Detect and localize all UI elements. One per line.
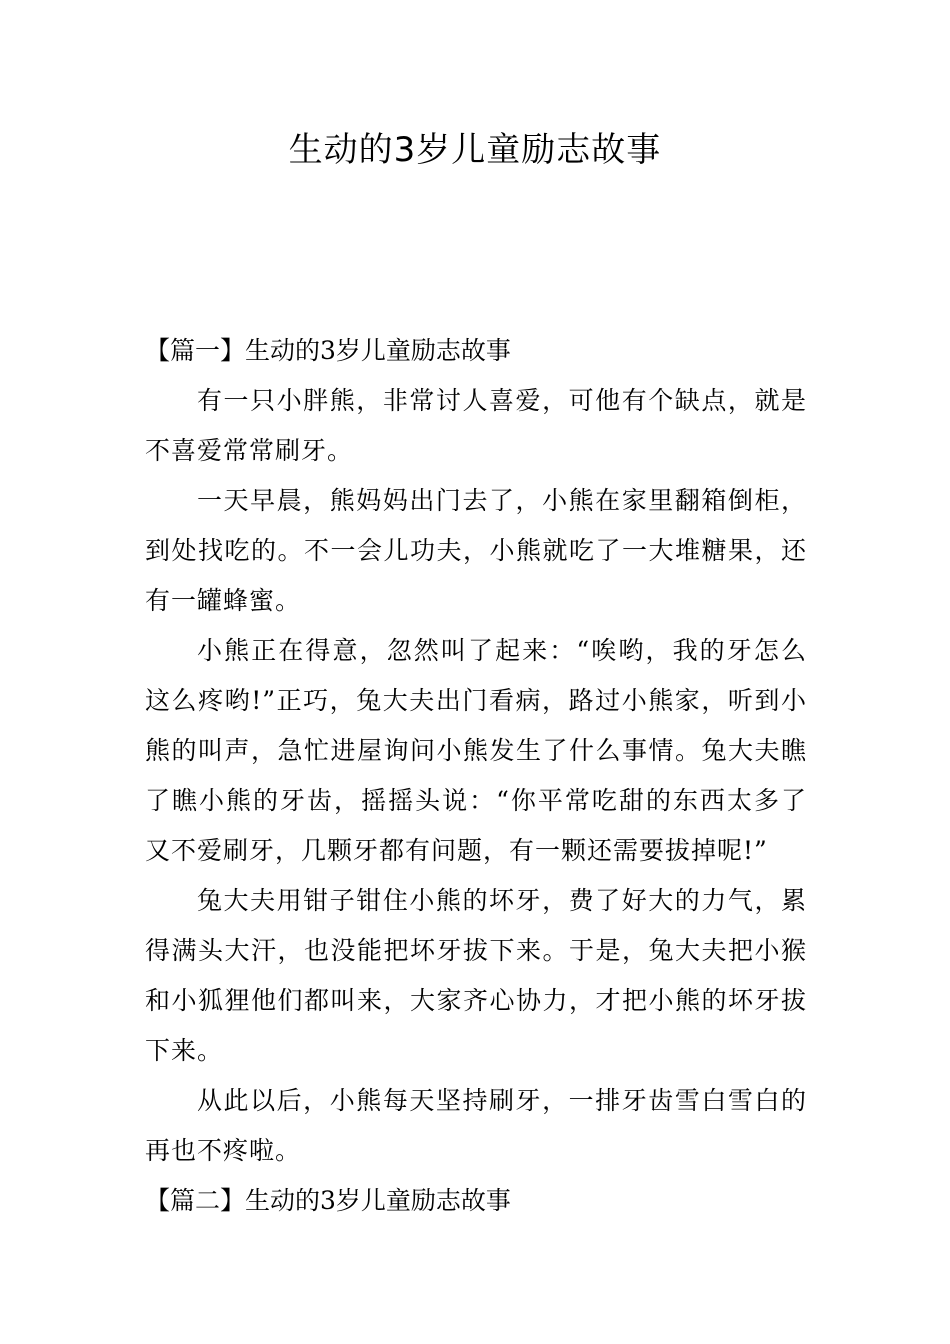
section-heading-2: 【篇二】生动的3岁儿童励志故事 — [145, 1186, 511, 1215]
section-heading-1: 【篇一】生动的3岁儿童励志故事 — [145, 336, 511, 365]
paragraph: 兔大夫用钳子钳住小熊的坏牙，费了好大的力气，累得满头大汗，也没能把坏牙拔下来。于是，兔大夫把小猴和小狐狸他们都叫来，大家齐心协力，才把小熊的坏牙拔下来。 — [145, 886, 807, 1065]
paragraph: 小熊正在得意，忽然叫了起来：“唉哟，我的牙怎么这么疼哟!”正巧，兔大夫出门看病，路过小熊家，听到小熊的叫声，急忙进屋询问小熊发生了什么事情。兔大夫瞧了瞧小熊的牙齿，摇摇头说：“你平常吃甜的东西太多了又不爱刷牙，几颗牙都有问题，有一颗还需要拔掉呢!” — [145, 636, 807, 865]
paragraph: 一天早晨，熊妈妈出门去了，小熊在家里翻箱倒柜，到处找吃的。不一会儿功夫，小熊就吃了一大堆糖果，还有一罐蜂蜜。 — [145, 486, 807, 615]
paragraph: 从此以后，小熊每天坚持刷牙，一排牙齿雪白雪白的再也不疼啦。 — [145, 1086, 807, 1165]
document-body — [145, 326, 807, 1226]
paragraph: 有一只小胖熊，非常讨人喜爱，可他有个缺点，就是不喜爱常常刷牙。 — [145, 386, 807, 465]
document-title: 生动的3岁儿童励志故事 — [288, 130, 662, 170]
